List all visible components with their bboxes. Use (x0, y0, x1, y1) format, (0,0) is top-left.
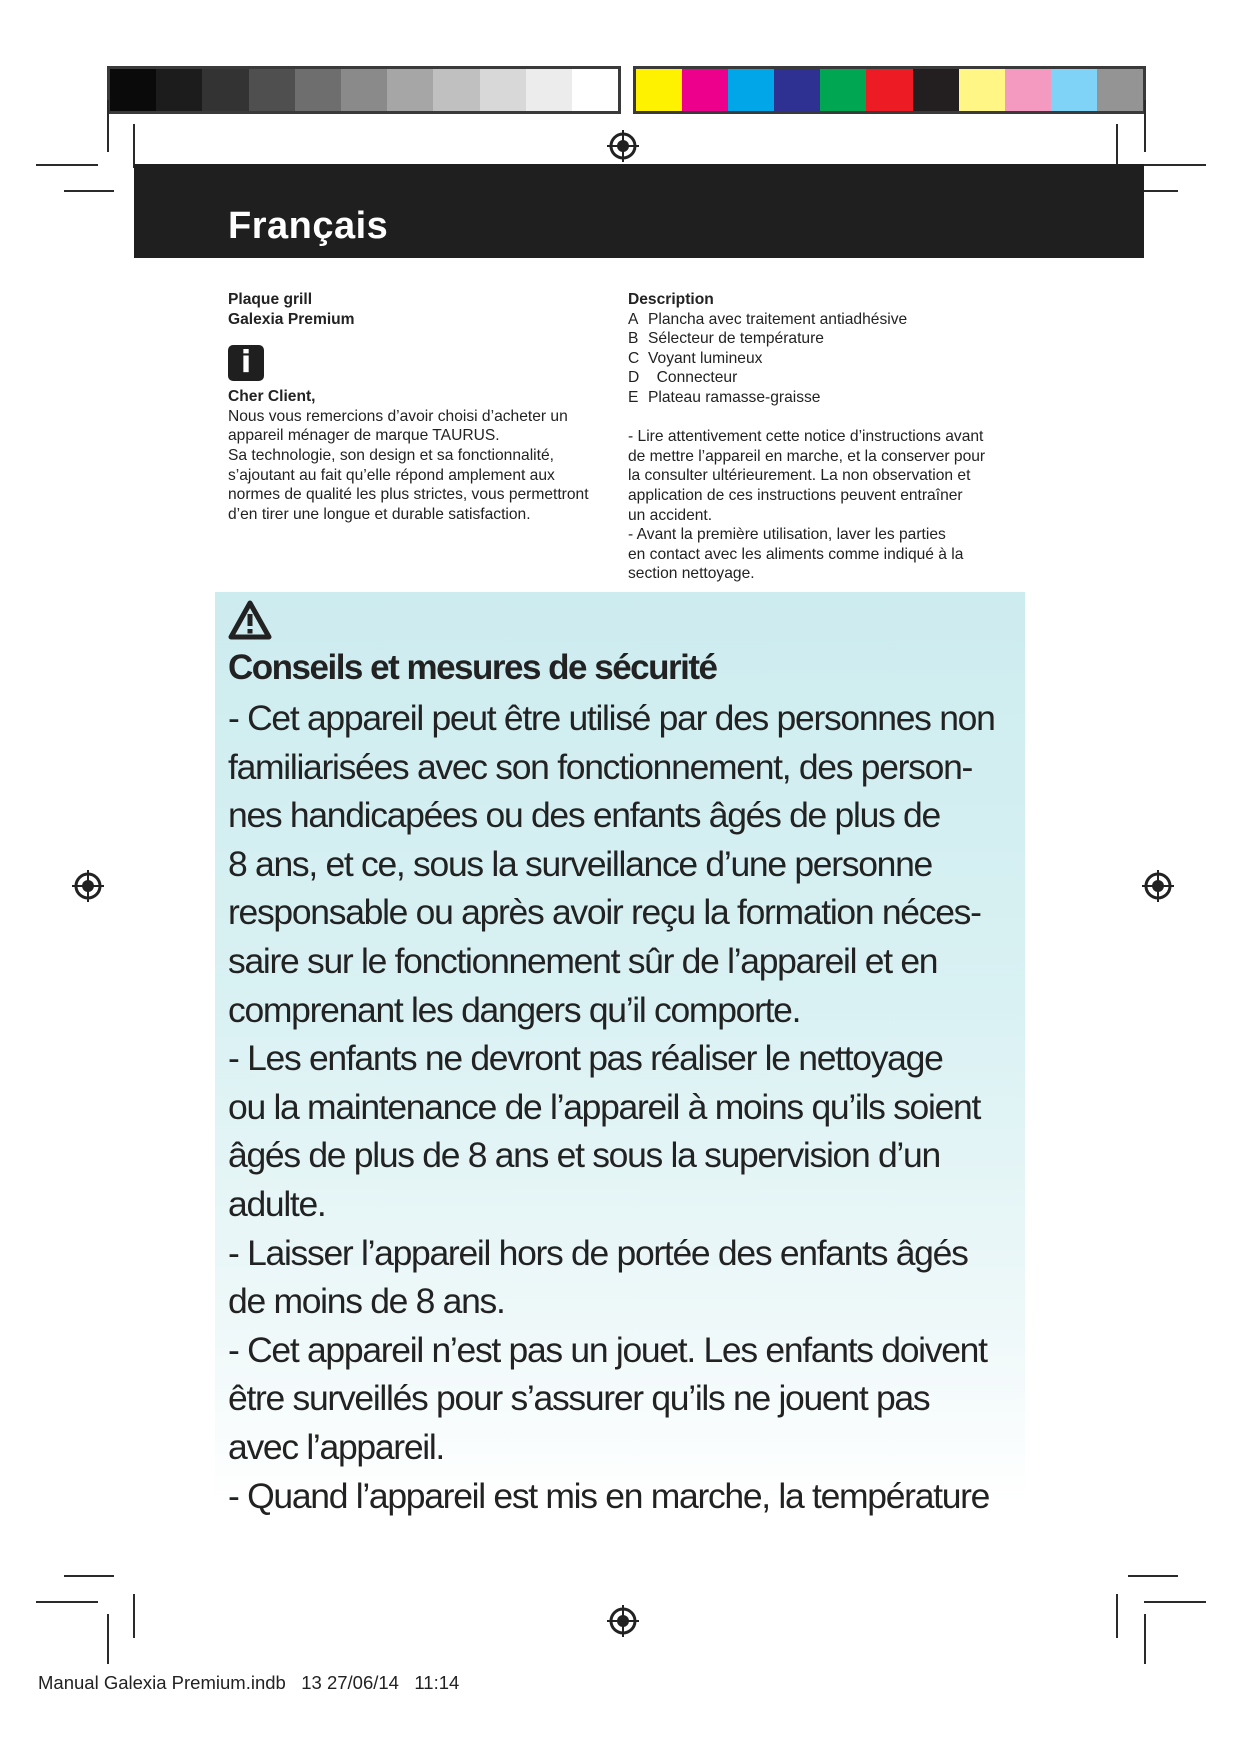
notice-line: - Lire attentivement cette notice d’instructions avant (628, 428, 984, 446)
description-column (628, 290, 1028, 584)
safety-title: Conseils et mesures de sécurité (228, 648, 717, 687)
color-swatch (202, 69, 248, 111)
page-number: 13 (301, 1672, 322, 1693)
file-name: Manual Galexia Premium.indb (38, 1672, 286, 1693)
color-swatch (526, 69, 572, 111)
safety-line: - Cet appareil peut être utilisé par des personnes non (228, 698, 995, 738)
description-item: A Plancha avec traitement antiadhésive (628, 310, 908, 328)
notice-line: en contact avec les aliments comme indiqué à la (628, 545, 964, 563)
color-swatch (636, 69, 682, 111)
safety-line: saire sur le fonctionnement sûr de l’appareil et en (228, 940, 938, 981)
color-swatch (387, 69, 433, 111)
notice-line: section nettoyage. (628, 565, 755, 583)
greeting-salutation: Cher Client, (228, 388, 316, 406)
safety-line: - Les enfants ne devront pas réaliser le nettoyage (228, 1038, 943, 1079)
safety-text (228, 694, 1038, 1520)
safety-line: responsable ou après avoir reçu la formation néces- (228, 892, 981, 933)
greeting-line: d’en tirer une longue et durable satisfaction. (228, 505, 531, 523)
color-swatch (959, 69, 1005, 111)
safety-line: - Laisser l’appareil hors de portée des enfants âgés (228, 1232, 968, 1273)
safety-line: âgés de plus de 8 ans et sous la supervision d’un (228, 1135, 940, 1176)
safety-line: être surveillés pour s’assurer qu’ils ne jouent pas (228, 1378, 930, 1419)
description-title: Description (628, 291, 714, 308)
safety-line: comprenant les dangers qu’il comporte. (228, 989, 801, 1030)
color-swatch (110, 69, 156, 111)
safety-line: avec l’appareil. (228, 1426, 444, 1467)
color-swatch (295, 69, 341, 111)
safety-line: - Quand l’appareil est mis en marche, la température (228, 1475, 990, 1516)
safety-line: ou la maintenance de l’appareil à moins qu’ils soient (228, 1086, 981, 1127)
registration-mark-icon (1140, 868, 1176, 904)
color-swatch (728, 69, 774, 111)
color-swatch (156, 69, 202, 111)
color-swatch (1097, 69, 1143, 111)
safety-line: 8 ans, et ce, sous la surveillance d’une personne (228, 843, 932, 884)
notice-line: la consulter ultérieurement. La non observation et (628, 467, 971, 485)
print-time: 11:14 (414, 1672, 460, 1693)
greeting-line: s’ajoutant au fait qu’elle répond amplement aux (228, 466, 555, 484)
page-title: Français (228, 205, 389, 247)
safety-line: de moins de 8 ans. (228, 1281, 505, 1322)
description-item: E Plateau ramasse-graisse (628, 388, 821, 406)
description-item: C Voyant lumineux (628, 349, 763, 367)
color-calibration-bar (633, 66, 1146, 114)
registration-mark-icon (605, 128, 641, 164)
color-swatch (249, 69, 295, 111)
color-swatch (341, 69, 387, 111)
color-swatch (820, 69, 866, 111)
description-item: D Connecteur (628, 369, 738, 387)
registration-mark-icon (70, 868, 106, 904)
greeting-line: Nous vous remercions d’avoir choisi d’acheter un (228, 407, 568, 425)
color-swatch (682, 69, 728, 111)
greeting-line: Sa technologie, son design et sa fonctionnalité, (228, 446, 554, 464)
warning-icon (228, 600, 272, 640)
print-date: 27/06/14 (326, 1672, 399, 1693)
greeting-line: normes de qualité les plus strictes, vous permettront (228, 486, 589, 504)
description-item: B Sélecteur de température (628, 330, 824, 348)
color-swatch (1005, 69, 1051, 111)
registration-mark-icon (605, 1603, 641, 1639)
print-slug (38, 1672, 459, 1694)
greeting-line: appareil ménager de marque TAURUS. (228, 427, 500, 445)
safety-line: nes handicapées ou des enfants âgés de plus de (228, 795, 940, 836)
intro-column (228, 290, 618, 524)
color-swatch (433, 69, 479, 111)
color-swatch (866, 69, 912, 111)
safety-line: - Cet appareil n’est pas un jouet. Les enfants doivent (228, 1329, 987, 1370)
product-name-line-2: Galexia Premium (228, 310, 355, 328)
notice-line: - Avant la première utilisation, laver les parties (628, 526, 946, 544)
info-icon: i (228, 345, 264, 381)
notice-line: un accident. (628, 506, 713, 524)
color-swatch (774, 69, 820, 111)
color-swatch (572, 69, 618, 111)
color-swatch (480, 69, 526, 111)
product-name-line-1: Plaque grill (228, 291, 313, 308)
safety-line: familiarisées avec son fonctionnement, des person- (228, 746, 973, 787)
notice-line: application de ces instructions peuvent entraîner (628, 486, 963, 504)
color-swatch (1051, 69, 1097, 111)
safety-line: adulte. (228, 1183, 326, 1224)
color-swatch (913, 69, 959, 111)
notice-line: de mettre l’appareil en marche, et la conserver pour (628, 447, 986, 465)
grayscale-calibration-bar (107, 66, 621, 114)
